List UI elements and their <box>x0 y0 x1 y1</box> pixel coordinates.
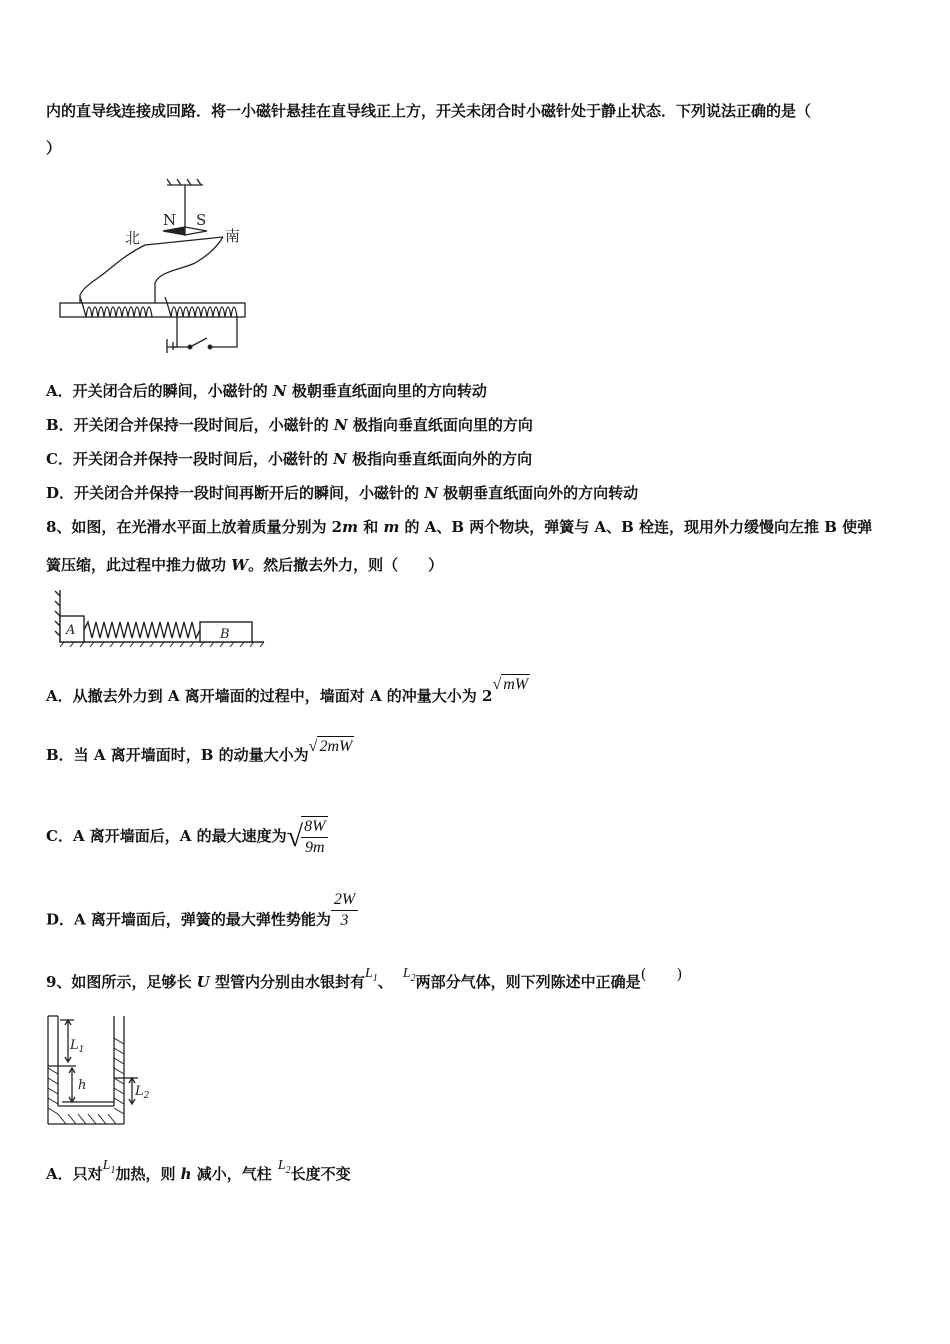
q8-opt-a-sqrt: √ mW <box>492 676 529 693</box>
q7-fig-label-north: 北 <box>125 229 141 247</box>
q7-opt-b-pre: B．开关闭合并保持一段时间后，小磁针的 <box>46 416 334 434</box>
q9-stem-a: 9、如图所示，足够长 <box>46 973 197 991</box>
q8-opt-b-math: 2mW <box>319 738 353 755</box>
q8-stem1-a: 8、如图，在光滑水平面上放着质量分别为 2 <box>46 518 343 536</box>
q8-stem-line2 <box>46 555 443 575</box>
q7-fig-label-south: 南 <box>225 227 241 245</box>
q8-stem2-w: W <box>231 556 249 574</box>
q7-stem-line1: 内的直导线连接成回路．将一小磁针悬挂在直导线正上方，开关未闭合时小磁针处于静止状态．下列说法正确的是（ <box>46 102 812 120</box>
q9-stem-b: 型管内分别由水银封有 <box>209 973 365 991</box>
q8-opt-a-text: A．从撤去外力到 A 离开墙面的过程中，墙面对 A 的冲量大小为 2 <box>46 687 493 705</box>
q7-opt-d-post: 极朝垂直纸面向外的方向转动 <box>437 484 639 502</box>
q9-opt-a-l1: L <box>102 1158 111 1173</box>
q8-stem2-b: 。然后撤去外力，则（ ） <box>248 556 444 574</box>
q9-fig-h: h <box>78 1078 87 1093</box>
q7-coil-figure <box>55 175 255 355</box>
q8-option-d <box>46 891 358 941</box>
q9-stem <box>46 965 683 999</box>
q8-stem2-a: 簧压缩，此过程中推力做功 <box>46 556 232 574</box>
q7-opt-c-pre: C．开关闭合并保持一段时间后，小磁针的 <box>46 450 334 468</box>
q7-option-b <box>46 415 533 435</box>
q7-opt-a-pre: A．开关闭合后的瞬间，小磁针的 <box>46 382 273 400</box>
q9-utube-figure <box>44 1016 164 1128</box>
q7-fig-label-s: S <box>196 211 207 229</box>
q8-stem1-c: 的 A、B 两个物块，弹簧与 A、B 栓连，现用外力缓慢向左推 B 使弹 <box>399 518 873 536</box>
q8-spring-figure <box>54 588 270 650</box>
q9-stem-sep: 、 <box>377 973 393 991</box>
q8-stem-line1 <box>46 517 872 537</box>
q8-option-a <box>46 676 530 707</box>
q7-option-d <box>46 483 638 503</box>
q9-option-a <box>46 1158 351 1191</box>
q9-stem-paren: ( ) <box>640 965 683 983</box>
q7-opt-c-var: N <box>333 450 347 468</box>
q8-stem1-b: 和 <box>357 518 384 536</box>
q8-opt-d-den: 3 <box>331 910 358 931</box>
q7-opt-b-post: 极指向垂直纸面向里的方向 <box>347 416 533 434</box>
q9-opt-a-h: h <box>180 1165 192 1183</box>
q7-opt-a-post: 极朝垂直纸面向里的方向转动 <box>286 382 487 400</box>
q7-fig-label-n: N <box>163 211 177 229</box>
q7-opt-b-var: N <box>333 416 348 434</box>
q7-opt-d-var: N <box>424 484 438 502</box>
q7-opt-a-var: N <box>272 382 287 400</box>
q8-opt-b-text: B．当 A 离开墙面时，B 的动量大小为 <box>46 746 309 764</box>
q7-option-c <box>46 449 532 469</box>
q8-option-c: C．A 离开墙面后，A 的最大速度为√ $\frac{8W}{9m}$ <box>46 816 328 858</box>
q9-opt-a-c: 减小，气柱 <box>191 1165 272 1183</box>
q8-opt-d-frac <box>331 890 358 931</box>
q8-opt-b-sqrt: √ 2mW <box>308 738 353 755</box>
q8-opt-c-num: 8W <box>304 818 326 835</box>
q8-opt-d-num: 2W <box>333 891 356 908</box>
q9-fig-l2: $L_2$ <box>135 1084 150 1101</box>
q8-opt-d-text: D．A 离开墙面后，弹簧的最大弹性势能为 <box>46 910 331 929</box>
q7-opt-d-pre: D．开关闭合并保持一段时间再断开后的瞬间，小磁针的 <box>46 484 425 502</box>
q9-stem-c: 两部分气体，则下列陈述中正确是 <box>415 973 641 991</box>
q9-opt-a-l2: L <box>277 1158 286 1173</box>
q9-stem-l2: L <box>402 966 411 981</box>
q9-opt-a-b: 加热，则 <box>115 1165 181 1183</box>
q9-stem-l2-sub: 2 <box>410 973 416 984</box>
q7-opt-c-post: 极指向垂直纸面向外的方向 <box>346 450 533 468</box>
q7-stem-line2: ） <box>46 139 62 157</box>
q9-opt-a-l2-sub: 2 <box>285 1165 291 1176</box>
q9-fig-l1: $L_1$ <box>70 1038 85 1055</box>
q8-fig-label-b: B <box>220 627 230 642</box>
q7-option-a <box>46 381 487 401</box>
q8-opt-c-text: C．A 离开墙面后，A 的最大速度为 <box>46 827 287 845</box>
q8-opt-a-math: mW <box>503 676 529 693</box>
q9-opt-a-l1-sub: 1 <box>110 1165 116 1176</box>
q9-stem-u: U <box>196 973 210 991</box>
q9-stem-l1: L <box>365 966 373 981</box>
q8-stem1-m2: m <box>383 518 400 536</box>
q8-option-b <box>46 738 354 766</box>
q8-fig-label-a: A <box>66 623 76 638</box>
q9-stem-l1-sub: 1 <box>372 973 378 984</box>
q9-opt-a-a: A．只对 <box>46 1165 103 1183</box>
q9-opt-a-d: 长度不变 <box>290 1165 351 1183</box>
q8-opt-c-frac <box>301 816 328 858</box>
q8-opt-c-den: 9m <box>301 837 328 858</box>
q8-stem1-m1: m <box>342 518 358 536</box>
